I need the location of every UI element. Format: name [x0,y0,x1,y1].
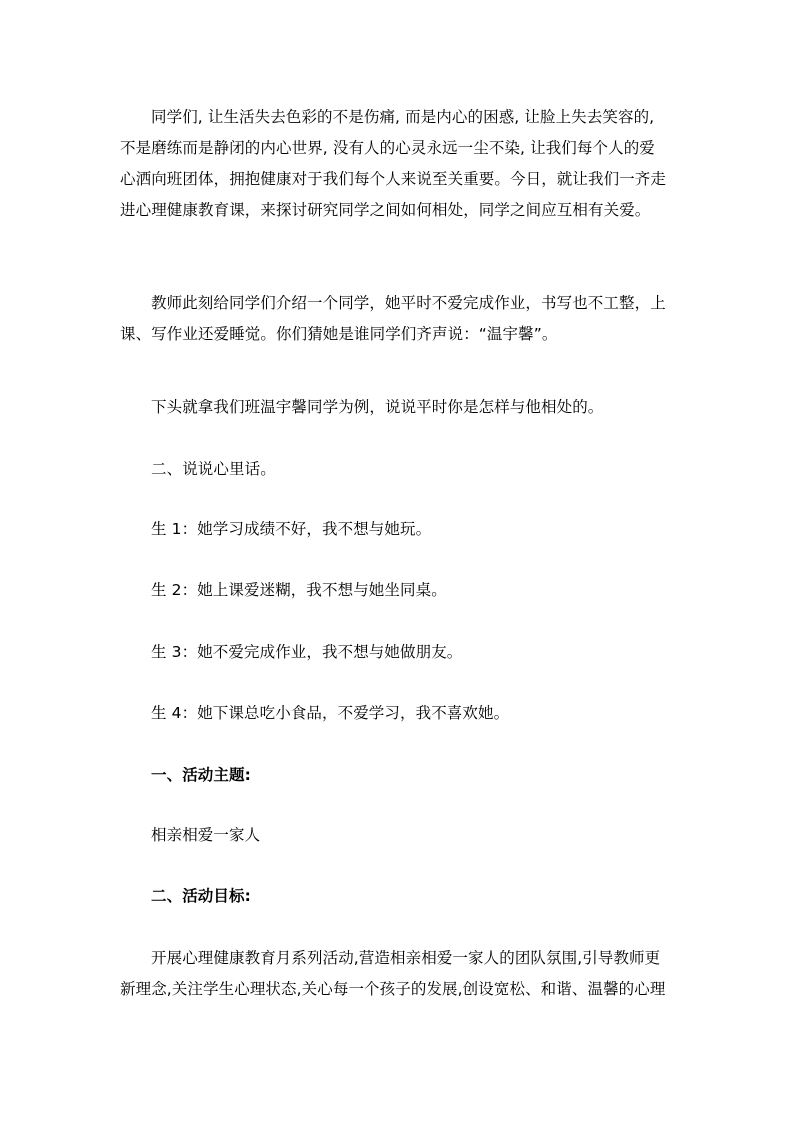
text-line: 新理念,关注学生心理状态,关心每一个孩子的发展,创设宽松、和谐、温馨的心理 [120,980,666,998]
text-line: 课、写作业还爱睡觉。你们猜她是谁同学们齐声说：“温宇馨”。 [120,325,558,343]
paragraph-intro [120,102,680,226]
text-line: 相亲相爱一家人 [151,826,261,844]
text-line: 二、活动目标: [151,887,251,905]
heading-activity-theme [120,760,680,791]
text-line: 下头就拿我们班温宇馨同学为例，说说平时你是怎样与他相处的。 [151,398,604,416]
text-line: 开展心理健康教育月系列活动,营造相亲相爱一家人的团队氛围,引导教师更 [151,949,661,967]
section-heading-talk [120,454,680,485]
text-line: 心洒向班团体，拥抱健康对于我们每个人来说至关重要。今日，就让我们一齐走 [120,170,667,188]
text-line: 同学们, 让生活失去色彩的不是伤痛, 而是内心的困惑, 让脸上失去笑容的, [151,108,655,126]
text-line: 生 3：她不爱完成作业，我不想与她做朋友。 [151,643,463,661]
student-3-line [120,637,680,668]
heading-activity-goals [120,881,680,912]
text-line: 教师此刻给同学们介绍一个同学，她平时不爱完成作业，书写也不工整，上 [151,294,666,312]
text-line: 进心理健康教育课，来探讨研究同学之间如何相处，同学之间应互相有关爱。 [120,201,651,219]
paragraph-example [120,392,680,423]
paragraph-teacher-intro [120,288,680,350]
activity-goals-text [120,943,680,1005]
text-line: 生 2：她上课爱迷糊，我不想与她坐同桌。 [151,581,447,599]
text-line: 不是磨练而是静闭的内心世界, 没有人的心灵永远一尘不染, 让我们每个人的爱 [120,139,655,157]
text-line: 二、说说心里话。 [151,460,276,478]
student-1-line [120,514,680,545]
text-line: 一、活动主题: [151,766,251,784]
text-line: 生 4：她下课总吃小食品，不爱学习，我不喜欢她。 [151,704,510,722]
activity-theme-text [120,820,680,851]
student-4-line [120,698,680,729]
student-2-line [120,575,680,606]
text-line: 生 1：她学习成绩不好，我不想与她玩。 [151,520,432,538]
